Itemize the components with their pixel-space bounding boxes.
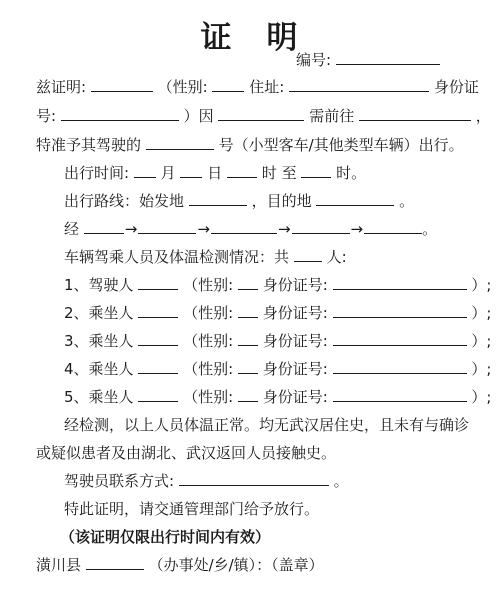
certify-label: 兹证明: (36, 78, 87, 96)
footer-row (36, 555, 324, 575)
address-field[interactable] (289, 77, 429, 92)
passenger-id-label: 身份证号: (262, 304, 328, 322)
route-row (64, 191, 414, 211)
passenger-id-field[interactable] (333, 331, 467, 346)
county-label: 潢川县 (36, 556, 82, 574)
passenger-gender-label: （性别: (183, 360, 234, 378)
comma: ， (475, 107, 491, 125)
office-name-field[interactable] (86, 555, 144, 570)
passenger-gender-label: （性别: (183, 276, 234, 294)
passenger-id-label: 身份证号: (262, 360, 328, 378)
para1-line3 (36, 135, 464, 155)
passenger-row (64, 303, 491, 323)
driver-contact-field[interactable] (179, 471, 329, 486)
passenger-id-label: 身份证号: (262, 332, 328, 350)
arrow-icon: → (197, 220, 210, 238)
day-field[interactable] (180, 163, 202, 178)
validity-note: （该证明仅限出行时间内有效） (60, 528, 271, 546)
passenger-row (64, 387, 491, 407)
via-field-4[interactable] (292, 219, 350, 234)
reason-label: ）因 (183, 107, 214, 125)
passenger-name-field[interactable] (138, 303, 178, 318)
passenger-end: ）; (471, 360, 492, 378)
passenger-gender-field[interactable] (238, 303, 258, 318)
passenger-prefix: 3、乘坐人 (64, 332, 134, 350)
destination-label: 需前往 (309, 107, 355, 125)
number-label: 编号: (296, 51, 332, 69)
via-row (64, 219, 437, 239)
passenger-id-label: 身份证号: (262, 388, 328, 406)
route-label: 出行路线：始发地 (64, 192, 185, 210)
via-field-5[interactable] (364, 219, 422, 234)
number-field[interactable] (336, 50, 440, 65)
passenger-id-label: 身份证号: (262, 276, 328, 294)
passenger-end: ）; (471, 304, 492, 322)
passenger-name-field[interactable] (138, 331, 178, 346)
passenger-end: ）; (471, 388, 492, 406)
passenger-id-field[interactable] (333, 359, 467, 374)
gender-label: （性别: (157, 78, 208, 96)
destination2-field[interactable] (316, 191, 394, 206)
passengers-label: 车辆驾乘人员及体温检测情况：共 (64, 248, 290, 266)
vehicle-label: 特准予其驾驶的 (36, 136, 142, 154)
passenger-gender-field[interactable] (238, 387, 258, 402)
origin-field[interactable] (189, 191, 247, 206)
passenger-gender-field[interactable] (238, 275, 258, 290)
passenger-gender-label: （性别: (183, 304, 234, 322)
plate-field[interactable] (146, 135, 214, 150)
gender-field[interactable] (212, 77, 244, 92)
driver-contact-label: 驾驶员联系方式: (64, 472, 175, 490)
para1-line2 (36, 106, 491, 126)
passenger-id-field[interactable] (333, 303, 467, 318)
passenger-id-field[interactable] (333, 275, 467, 290)
end-hour-label: 时。 (336, 164, 367, 182)
passenger-name-field[interactable] (138, 275, 178, 290)
name-field[interactable] (91, 77, 153, 92)
passenger-prefix: 1、驾驶人 (64, 276, 134, 294)
id-label-start: 身份证 (433, 78, 479, 96)
para1-line1 (36, 77, 479, 97)
passenger-name-field[interactable] (138, 387, 178, 402)
passenger-end: ）; (471, 276, 492, 294)
request-text: 特此证明，请交通管理部门给予放行。 (64, 500, 320, 518)
passenger-prefix: 5、乘坐人 (64, 388, 134, 406)
destination-label: ，目的地 (251, 192, 312, 210)
id-label-end: 号: (36, 107, 57, 125)
period: 。 (422, 220, 438, 238)
check-line-2: 或疑似患者及由湖北、武汉返回人员接触史。 (36, 444, 337, 462)
passengers-unit: 人: (326, 248, 347, 266)
travel-time-label: 出行时间: (64, 164, 130, 182)
to-label: 至 (281, 164, 297, 182)
page-title: 证 明 (200, 20, 300, 56)
via-label: 经 (64, 220, 80, 238)
passenger-prefix: 2、乘坐人 (64, 304, 134, 322)
passenger-name-field[interactable] (138, 359, 178, 374)
passenger-gender-field[interactable] (238, 331, 258, 346)
driver-contact-row (64, 471, 349, 491)
passenger-id-field[interactable] (333, 387, 467, 402)
passenger-count-field[interactable] (294, 247, 322, 262)
period: 。 (399, 192, 415, 210)
end-hour-field[interactable] (301, 163, 331, 178)
id-number-field[interactable] (61, 106, 179, 121)
passenger-row (64, 331, 491, 351)
period: 。 (333, 472, 349, 490)
hour-label: 时 (261, 164, 277, 182)
via-field-3[interactable] (211, 219, 277, 234)
arrow-icon: → (124, 220, 138, 238)
passenger-gender-label: （性别: (183, 332, 234, 350)
month-field[interactable] (134, 163, 156, 178)
passengers-header (64, 247, 347, 267)
arrow-icon: → (350, 220, 364, 238)
start-hour-field[interactable] (227, 163, 257, 178)
arrow-icon: → (277, 220, 291, 238)
number-row (296, 50, 440, 70)
passenger-gender-label: （性别: (183, 388, 234, 406)
destination-field[interactable] (359, 106, 471, 121)
check-line-1: 经检测，以上人员体温正常。均无武汉居住史，且未有与确诊 (64, 416, 470, 434)
day-label: 日 (207, 164, 223, 182)
vehicle-type-label: 号（小型客车/其他类型车辆）出行。 (218, 136, 464, 154)
passenger-prefix: 4、乘坐人 (64, 360, 134, 378)
passenger-end: ）; (471, 332, 492, 350)
passenger-gender-field[interactable] (238, 359, 258, 374)
via-field-2[interactable] (138, 219, 196, 234)
address-label: 住址: (249, 78, 285, 96)
office-label: （办事处/乡/镇）：（盖章） (148, 556, 324, 574)
month-label: 月 (160, 164, 176, 182)
via-field-1[interactable] (84, 219, 124, 234)
travel-time-row (64, 163, 366, 183)
passenger-row (64, 275, 491, 295)
reason-field[interactable] (218, 106, 304, 121)
passenger-row (64, 359, 491, 379)
